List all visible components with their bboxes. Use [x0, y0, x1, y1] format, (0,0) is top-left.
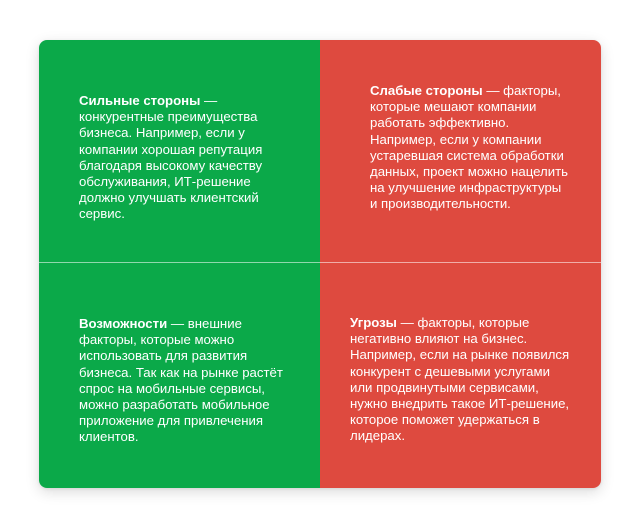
strengths-text: — конкурентные преимущества бизнеса. Например, если у компании хорошая репутация благодаря высокому качеству обслуживания, ИТ-решение должно улучшать клиентский сервис. — [79, 93, 263, 222]
threats-text: — факторы, которые негативно влияют на бизнес. Например, если на рынке появился конкурент с дешевыми услугами или продвинутыми сервисами, нужно внедрить такое ИТ-решение, которое поможет удержаться в лидерах. — [350, 315, 570, 444]
swot-matrix — [39, 40, 601, 488]
opportunities-quadrant — [39, 263, 320, 488]
opportunities-description — [79, 316, 284, 446]
strengths-quadrant — [39, 40, 320, 263]
opportunities-title: Возможности — [79, 316, 168, 331]
weaknesses-quadrant — [320, 40, 601, 263]
strengths-description — [79, 93, 294, 223]
threats-title: Угрозы — [350, 315, 397, 330]
weaknesses-text: — факторы, которые мешают компании работать эффективно. Например, если у компании устаревшая система обработки данных, проект можно нацелить на улучшение инфраструктуры и производительности. — [370, 83, 569, 212]
strengths-title: Сильные стороны — [79, 93, 201, 108]
weaknesses-title: Слабые стороны — [370, 83, 483, 98]
opportunities-text: — внешние факторы, которые можно использовать для развития бизнеса. Так как на рынке растёт спрос на мобильные сервисы, можно разработать мобильное приложение для привлечения клиентов. — [79, 316, 283, 445]
weaknesses-description — [370, 83, 570, 213]
threats-quadrant — [320, 263, 601, 488]
threats-description — [350, 315, 575, 445]
